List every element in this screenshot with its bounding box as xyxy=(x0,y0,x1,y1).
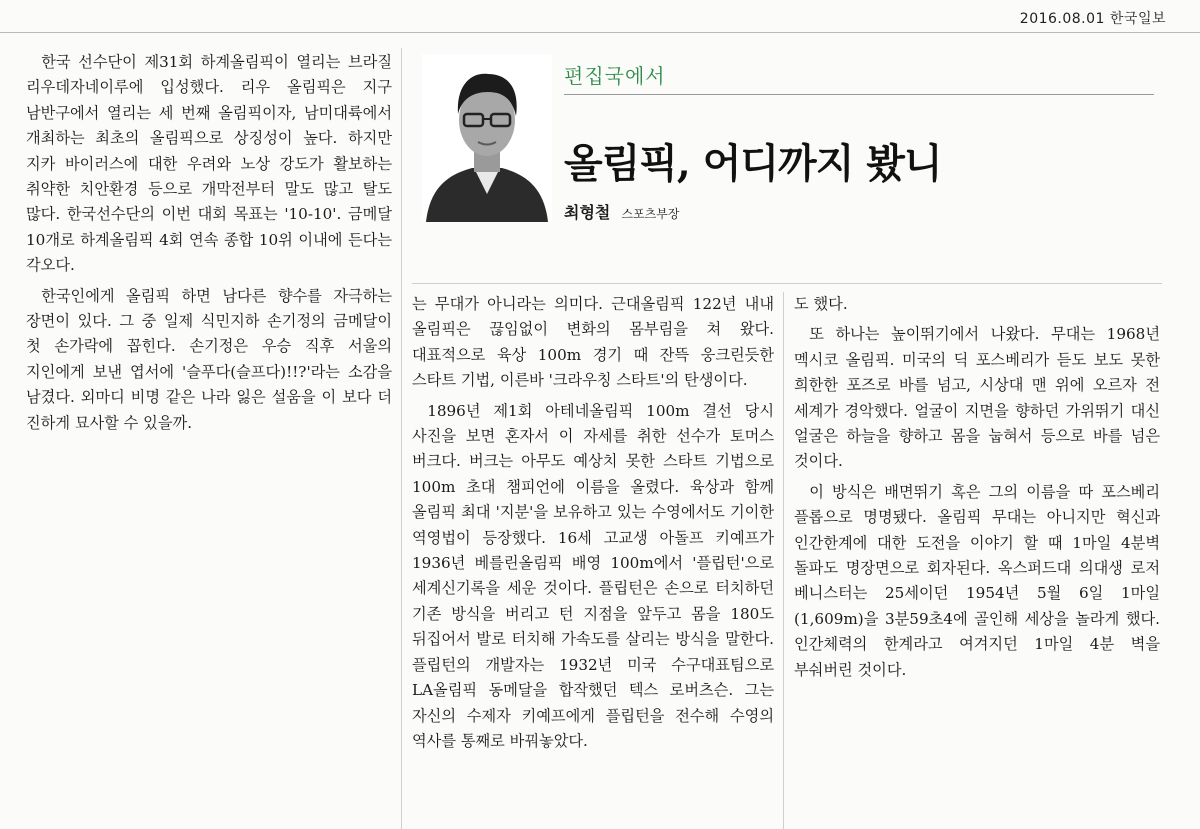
article-column-3 xyxy=(794,292,1160,829)
top-rule xyxy=(0,32,1200,33)
author-role: 스포츠부장 xyxy=(621,207,680,221)
paragraph: 또 하나는 높이뛰기에서 나왔다. 무대는 1968년 멕시코 올림픽. 미국의 딕 포스베리가 듣도 보도 못한 희한한 포즈로 바를 넘고, 시상대 맨 위에 오르자 전 세계가 경악했다. 얼굴이 지면을 향하던 가위뛰기 대신 얼굴은 하늘을 향하고 몸을 눕혀서 등으로 바를 넘은 것이다. xyxy=(794,325,1160,471)
paragraph: 이 방식은 배면뛰기 혹은 그의 이름을 따 포스베리 플롭으로 명명됐다. 올림픽 무대는 아니지만 혁신과 인간한계에 대한 도전을 이야기 할 때 1마일 4분벽 돌파도 명장면으로 회자된다. 옥스퍼드대 의대생 로저 베니스터는 25세이던 1954년 5월 6일 1마일(1,609m)을 3분59초4에 골인해 세상을 놀라게 했다. 인간체력의 한계라고 여겨지던 1마일 4분 벽을 부숴버린 것이다. xyxy=(794,482,1160,679)
dateline: 2016.08.01 한국일보 xyxy=(1019,11,1166,27)
author-portrait-illustration xyxy=(422,54,552,222)
section-label: 편집국에서 xyxy=(564,64,666,88)
paragraph: 한국인에게 올림픽 하면 남다른 향수를 자극하는 장면이 있다. 그 중 일제 식민지하 손기정의 금메달이 첫 손가락에 꼽힌다. 손기정은 우승 직후 서울의 지인에게 보낸 엽서에 '슬푸다(슬프다)!!?'라는 소감을 남겼다. 외마디 비명 같은 나라 잃은 설움을 이 보다 더 진하게 묘사할 수 있을까. xyxy=(26,286,392,432)
section-rule xyxy=(564,94,1154,95)
paragraph: 1896년 제1회 아테네올림픽 100m 결선 당시 사진을 보면 혼자서 이 자세를 취한 선수가 토머스 버크다. 버크는 아무도 예상치 못한 스타트 기법으로 100m 초대 챔피언에 이름을 올렸다. 육상과 함께 올림픽 최대 '지분'을 보유하고 있는 수영에서도 기이한 역영법이 등장했다. 16세 고교생 아돌프 키예프가 1936년 베를린올림픽 배영 100m에서 '플립턴'으로 세계신기록을 세운 것이다. 플립턴은 손으로 터치하던 기존 방식을 버리고 턴 지점을 앞두고 몸을 180도 뒤집어서 발로 터치해 가속도를 살리는 방식을 말한다. 플립턴의 개발자는 1932년 미국 수구대표팀으로 LA올림픽 동메달을 합작했던 텍스 로버츠슨. 그는 자신의 수제자 키예프에게 플립턴을 전수해 수영의 역사를 통째로 바꿔놓았다. xyxy=(412,401,774,750)
article-column-1 xyxy=(26,50,392,829)
byline xyxy=(564,200,679,223)
header-bottom-rule xyxy=(412,283,1162,284)
article-header xyxy=(412,48,1162,283)
article-column-2 xyxy=(412,292,774,829)
column-divider-1 xyxy=(401,48,402,829)
paragraph: 도 했다. xyxy=(794,295,848,313)
paragraph: 한국 선수단이 제31회 하계올림픽이 열리는 브라질 리우데자네이루에 입성했다. 리우 올림픽은 지구 남반구에서 열리는 세 번째 올림픽이자, 남미대륙에서 개최하는 최초의 올림픽으로 상징성이 높다. 하지만 지카 바이러스에 대한 우려와 노상 강도가 활보하는 취약한 치안환경 등으로 개막전부터 말도 많고 탈도 많다. 한국선수단의 이번 대회 목표는 '10-10'. 금메달 10개로 하계올림픽 4회 연속 종합 10위 이내에 든다는 각오다. xyxy=(26,53,392,275)
headline: 올림픽, 어디까지 봤니 xyxy=(564,140,942,187)
paragraph: 는 무대가 아니라는 의미다. 근대올림픽 122년 내내 올림픽은 끊임없이 변화의 몸부림을 쳐 왔다. 대표적으로 육상 100m 경기 때 잔뜩 웅크린듯한 스타트 기법, 이른바 '크라우칭 스타트'의 탄생이다. xyxy=(412,295,774,390)
column-divider-2 xyxy=(783,292,784,829)
author-name: 최형철 xyxy=(564,203,611,222)
author-photo xyxy=(422,54,552,222)
